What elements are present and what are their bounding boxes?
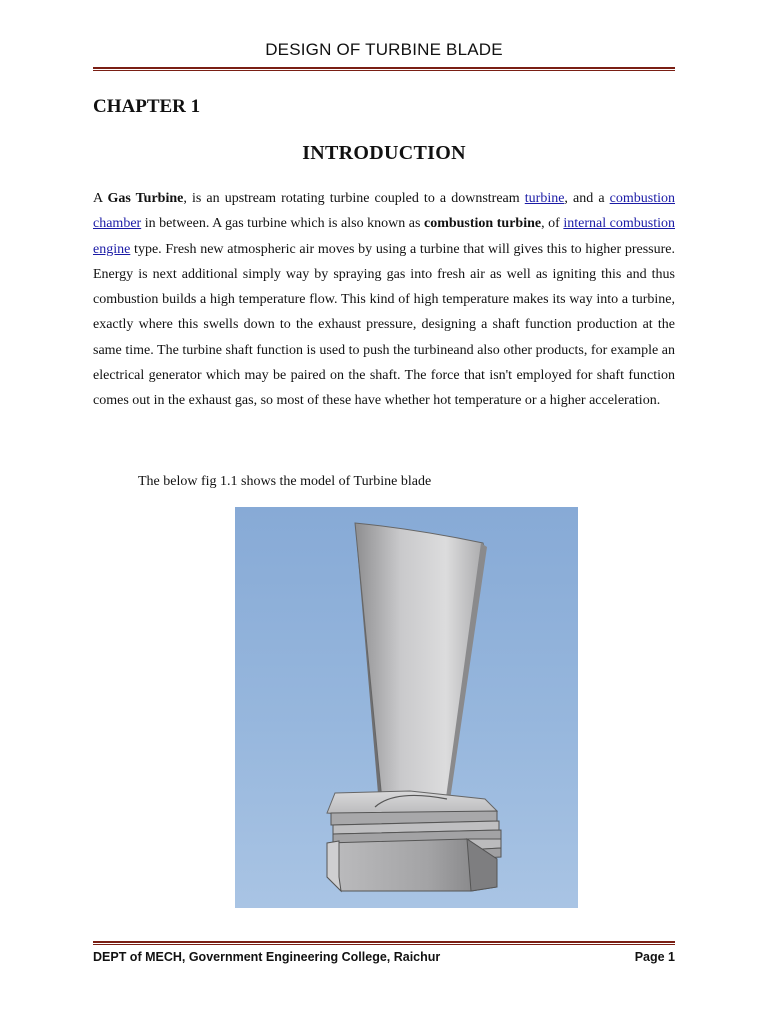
footer-department: DEPT of MECH, Government Engineering College, Raichur (93, 950, 441, 964)
page-number: Page 1 (634, 950, 675, 964)
link-turbine[interactable]: turbine (524, 191, 565, 206)
text-run: in between. A gas turbine which is also known as (141, 216, 424, 232)
figure-caption: The below fig 1.1 shows the model of Turbine blade (138, 474, 432, 489)
turbine-blade-illustration (235, 507, 578, 908)
text-run: , and a (564, 191, 610, 206)
link-combustion-chamber[interactable]: combustion chamber (93, 191, 675, 232)
footer-rule (93, 941, 675, 945)
text-run: A (93, 191, 108, 206)
intro-paragraph (93, 186, 675, 414)
running-header: DESIGN OF TURBINE BLADE (265, 40, 503, 59)
link-internal-combustion-engine[interactable]: internal combustion engine (93, 216, 675, 257)
section-title: INTRODUCTION (302, 142, 466, 164)
text-run: , is an upstream rotating turbine coupled to a downstream (183, 191, 525, 206)
text-run: , of (541, 216, 564, 232)
turbine-blade-figure (235, 507, 578, 908)
text-run: type. Fresh new atmospheric air moves by using a turbine that will gives this to higher pressure. Energy is next additional simply way by spraying gas into fresh air as well as igniting this and thus combustion builds a high temperature flow. This kind of high temperature makes its way into a turbine, exactly where this swells down to the exhaust pressure, designing a shaft function production at the same time. The turbine shaft function is used to push the turbineand also other products, for example an electrical generator which may be paired on the shaft. The force that isn't employed for shaft function comes out in the exhaust gas, so most of these have whether hot temperature or a higher acceleration. (93, 241, 675, 409)
header-rule (93, 67, 675, 71)
term-gas-turbine: Gas Turbine (107, 191, 184, 206)
term-combustion-turbine: combustion turbine (423, 216, 542, 232)
chapter-heading: CHAPTER 1 (93, 96, 201, 117)
